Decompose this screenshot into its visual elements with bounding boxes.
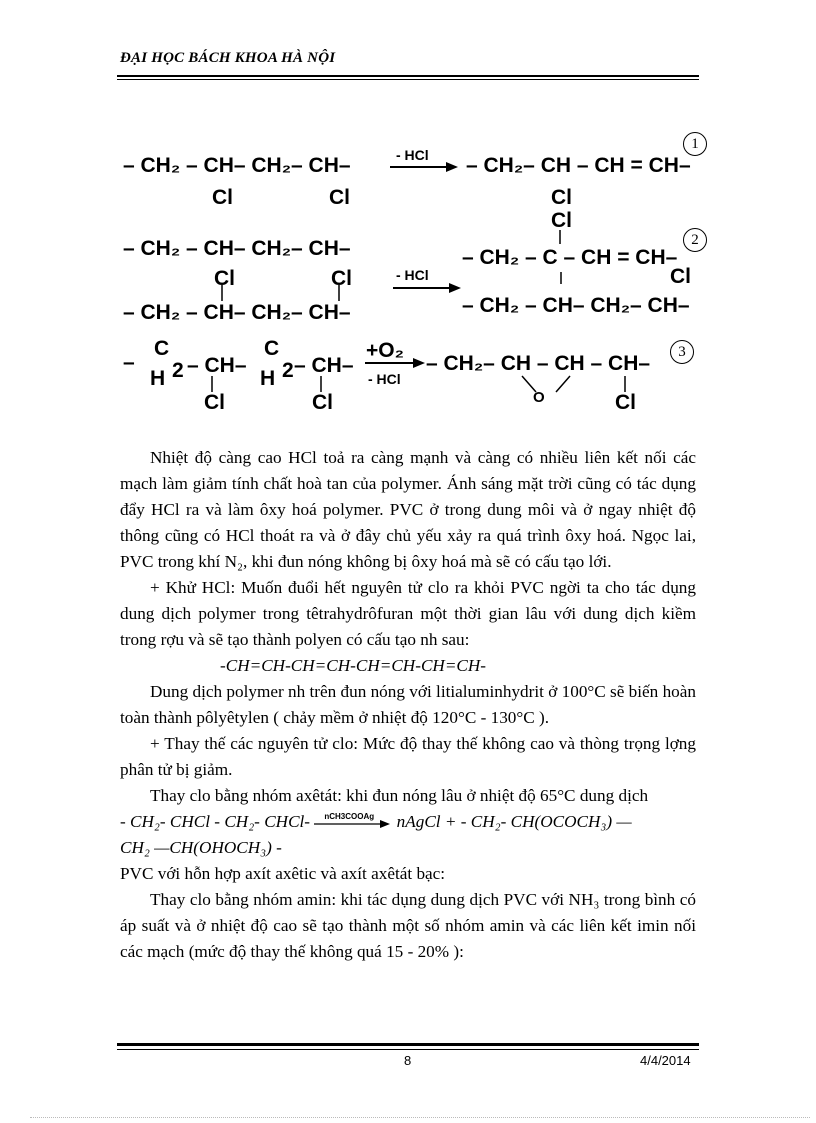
r3-cl2: Cl — [312, 391, 333, 414]
r2-arrow-label: - HCl — [396, 267, 429, 283]
r2-top-cl1: Cl — [214, 267, 235, 290]
r3-ch1: – CH– — [187, 354, 247, 377]
header-rule — [117, 75, 699, 77]
r1-right-chain: – CH₂– CH – CH = CH– — [466, 154, 691, 177]
r3-leading-dash: – — [123, 351, 135, 374]
reaction-number-1: 1 — [683, 132, 707, 156]
r2-right-bottom-chain: – CH₂ – CH– CH₂– CH– — [462, 294, 690, 317]
page-bottom-border — [30, 1117, 810, 1118]
r3-cl1: Cl — [204, 391, 225, 414]
r2-arrow — [393, 283, 461, 293]
r1-right-cl: Cl — [551, 186, 572, 209]
eq-reagent: nCH3COOAg — [324, 812, 375, 822]
r3-c2: C — [264, 337, 280, 360]
header-title: ĐẠI HỌC BÁCH KHOA HÀ NỘI — [120, 50, 336, 66]
acetate-equation — [120, 809, 696, 835]
reaction-number-3: 3 — [670, 340, 694, 364]
r3-right-o: O — [533, 389, 545, 406]
paragraph-5: Thay clo bằng nhóm axêtát: khi đun nóng lâu ở nhiệt độ 65°C dung dịch — [150, 786, 649, 805]
header-rule-thin — [117, 79, 699, 80]
eq-right: nAgCl + - CH₂- CH(OCOCH₃) — — [396, 812, 632, 831]
r3-h1: H — [150, 367, 166, 390]
r2-top-chain: – CH₂ – CH– CH₂– CH– — [123, 237, 351, 260]
page-date: 4/4/2014 — [640, 1053, 691, 1068]
r3-arrow — [365, 358, 425, 368]
body-text — [120, 445, 696, 965]
r3-c1: C — [154, 337, 170, 360]
r3-right-chain: – CH₂– CH – CH – CH– — [426, 352, 651, 375]
r3-two1: 2 — [172, 359, 184, 382]
r3-h2: H — [260, 367, 276, 390]
paragraph-4: + Thay thế các nguyên tử clo: Mức độ thay thế không cao và thòng trọng lợng phân tử bị giảm. — [120, 734, 696, 779]
r3-arrow-bottom: - HCl — [368, 371, 401, 387]
footer-rule-thick — [117, 1043, 699, 1046]
r3-two2: 2 — [282, 359, 294, 382]
r2-right-cl-mid: Cl — [670, 265, 691, 288]
r3-right-cl: Cl — [615, 391, 636, 414]
r3-arrow-top: +O₂ — [366, 339, 404, 362]
paragraph-7: Thay clo bằng nhóm amin: khi tác dụng dung dịch PVC với NH₃ trong bình có áp suất và ở nhiệt độ cao sẽ tạo thành một số nhóm amin và các liên kết imin nối các mạch (mức độ thay thế không quá 15 - 20% ): — [120, 890, 696, 961]
reaction-number-2: 2 — [683, 228, 707, 252]
r2-right-bond-mid — [557, 272, 567, 286]
page-number: 8 — [404, 1053, 412, 1068]
eq-line2: CH₂ —CH(OHOCH₃) - — [120, 838, 282, 857]
paragraph-2: + Khử HCl: Muốn đuổi hết nguyên tử clo ra khỏi PVC ngời ta cho tác dụng dung dịch polymer trong têtrahydrôfuran một thời gian lâu với dung dịch kiềm trong rợu và sẽ tạo thành polyen có cấu tạo nh sau: — [120, 578, 696, 649]
r1-arrow — [390, 162, 458, 172]
r2-right-top-chain: – CH₂ – C – CH = CH– — [462, 246, 678, 269]
r2-right-cl-top: Cl — [551, 209, 572, 232]
paragraph-3: Dung dịch polymer nh trên đun nóng với litialuminhydrit ở 100°C sẽ biến hoàn toàn thành pôlyêtylen ( chảy mềm ở nhiệt độ 120°C - 130°C ). — [120, 682, 696, 727]
r1-left-chain: – CH₂ – CH– CH₂– CH– — [123, 154, 351, 177]
r1-left-cl1: Cl — [212, 186, 233, 209]
r2-right-bond-top — [556, 230, 566, 244]
eq-left: - CH₂- CHCl - CH₂- CHCl- — [120, 812, 311, 831]
eq-arrow — [314, 812, 392, 830]
r2-top-cl2: Cl — [331, 267, 352, 290]
r3-ch2: – CH– — [294, 354, 354, 377]
paragraph-6: PVC với hỗn hợp axít axêtic và axít axêtát bạc: — [120, 864, 446, 883]
r2-bottom-chain: – CH₂ – CH– CH₂– CH– — [123, 301, 351, 324]
r3-left-bonds — [200, 376, 340, 394]
r1-arrow-label: - HCl — [396, 147, 429, 163]
footer-rule-thin — [117, 1049, 699, 1050]
polyen-formula: -CH=CH-CH=CH-CH=CH-CH=CH- — [220, 656, 487, 675]
r1-left-cl2: Cl — [329, 186, 350, 209]
paragraph-1: Nhiệt độ càng cao HCl toả ra càng mạnh và càng có nhiều liên kết nối các mạch làm giảm tính chất hoà tan của polymer. Ánh sáng mặt trời cũng có tác dụng đẩy HCl ra và làm ôxy hoá polymer. PVC ở trong dung môi và ở ngay nhiệt độ thông cũng có HCl thoát ra và ở đây chủ yếu xảy ra quá trình ôxy hoá. Ngọc lai, PVC trong khí N₂, khi đun nóng không bị ôxy hoá mà sẽ có cấu tạo lới. — [120, 448, 696, 571]
